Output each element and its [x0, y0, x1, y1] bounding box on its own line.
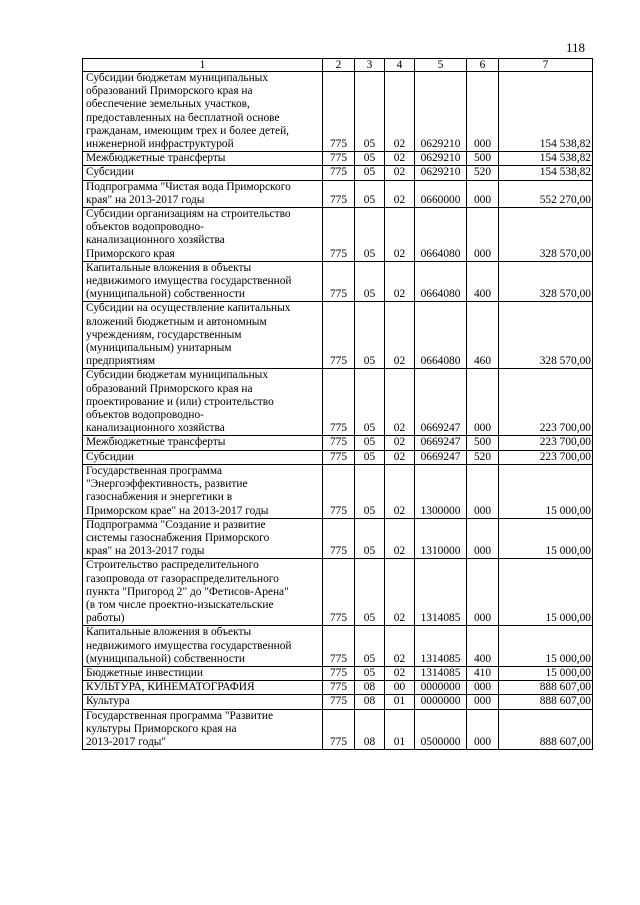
- row-code-gr: 775: [323, 450, 355, 464]
- row-amount: 154 538,82: [499, 166, 593, 180]
- header-cell: 1: [83, 59, 323, 72]
- row-code-rz: 05: [355, 450, 385, 464]
- row-amount: 888 607,00: [499, 709, 593, 750]
- header-cell: 2: [323, 59, 355, 72]
- table-row: [83, 261, 593, 302]
- row-amount: 154 538,82: [499, 72, 593, 152]
- row-code-vr: 520: [467, 450, 499, 464]
- table-row: [83, 559, 593, 626]
- row-code-gr: 775: [323, 695, 355, 709]
- row-code-vr: 000: [467, 695, 499, 709]
- table-row: [83, 180, 593, 207]
- row-code-pr: 02: [385, 166, 415, 180]
- row-amount: 328 570,00: [499, 302, 593, 369]
- row-code-pr: 01: [385, 695, 415, 709]
- row-name: Субсидии бюджетам муниципальных образований Приморского края на обеспечение земельных участков, предоставленных на бесплатной основе гражданам, имеющим трех и более детей, инженерной инфраструктурой: [83, 72, 323, 152]
- row-code-pr: 02: [385, 369, 415, 436]
- table-row: [83, 72, 593, 152]
- page-number: 118: [566, 40, 586, 55]
- row-amount: 328 570,00: [499, 261, 593, 302]
- table-row: [83, 166, 593, 180]
- budget-table-body: [83, 59, 593, 750]
- row-code-vr: 410: [467, 666, 499, 680]
- row-code-csr: 1314085: [415, 666, 467, 680]
- row-name: Государственная программа "Энергоэффективность, развитие газоснабжения и энергетики в Приморском крае" на 2013-2017 годы: [83, 464, 323, 518]
- row-code-vr: 000: [467, 369, 499, 436]
- table-row: [83, 666, 593, 680]
- row-amount: 888 607,00: [499, 695, 593, 709]
- header-cell: 3: [355, 59, 385, 72]
- row-code-pr: 02: [385, 626, 415, 667]
- row-name: Подпрограмма "Чистая вода Приморского края" на 2013-2017 годы: [83, 180, 323, 207]
- row-code-csr: 0669247: [415, 369, 467, 436]
- row-name: Субсидии на осуществление капитальных вложений бюджетным и автономным учреждениям, государственным (муниципальным) унитарным предприятиям: [83, 302, 323, 369]
- row-code-pr: 02: [385, 518, 415, 559]
- row-code-vr: 000: [467, 464, 499, 518]
- row-code-gr: 775: [323, 559, 355, 626]
- row-code-rz: 08: [355, 695, 385, 709]
- row-code-rz: 05: [355, 436, 385, 450]
- row-name: Субсидии: [83, 450, 323, 464]
- row-name: Субсидии организациям на строительство объектов водопроводно- канализационного хозяйства Приморского края: [83, 208, 323, 262]
- row-code-csr: 0629210: [415, 166, 467, 180]
- row-code-rz: 08: [355, 709, 385, 750]
- header-cell: 5: [415, 59, 467, 72]
- row-code-pr: 02: [385, 450, 415, 464]
- table-row: [83, 695, 593, 709]
- row-code-gr: 775: [323, 152, 355, 166]
- row-code-vr: 000: [467, 681, 499, 695]
- row-code-csr: 1310000: [415, 518, 467, 559]
- row-code-csr: 0669247: [415, 450, 467, 464]
- row-code-csr: 0000000: [415, 681, 467, 695]
- row-amount: 154 538,82: [499, 152, 593, 166]
- row-code-csr: 1300000: [415, 464, 467, 518]
- row-amount: 888 607,00: [499, 681, 593, 695]
- row-code-csr: 1314085: [415, 559, 467, 626]
- row-name: Межбюджетные трансферты: [83, 152, 323, 166]
- table-row: [83, 626, 593, 667]
- row-code-vr: 460: [467, 302, 499, 369]
- row-code-csr: 0664080: [415, 261, 467, 302]
- row-code-pr: 02: [385, 436, 415, 450]
- row-code-pr: 02: [385, 180, 415, 207]
- row-code-vr: 000: [467, 72, 499, 152]
- row-name: Подпрограмма "Создание и развитие системы газоснабжения Приморского края" на 2013-2017 годы: [83, 518, 323, 559]
- row-code-csr: 0664080: [415, 208, 467, 262]
- row-amount: 15 000,00: [499, 559, 593, 626]
- row-code-rz: 05: [355, 464, 385, 518]
- table-row: [83, 709, 593, 750]
- header-cell: 4: [385, 59, 415, 72]
- row-amount: 328 570,00: [499, 208, 593, 262]
- row-code-csr: 0500000: [415, 709, 467, 750]
- row-code-rz: 05: [355, 72, 385, 152]
- row-amount: 15 000,00: [499, 666, 593, 680]
- header-cell: 6: [467, 59, 499, 72]
- row-amount: 223 700,00: [499, 450, 593, 464]
- row-code-rz: 05: [355, 518, 385, 559]
- row-code-gr: 775: [323, 464, 355, 518]
- row-code-csr: 0629210: [415, 152, 467, 166]
- row-code-pr: 02: [385, 559, 415, 626]
- row-name: КУЛЬТУРА, КИНЕМАТОГРАФИЯ: [83, 681, 323, 695]
- table-row: [83, 369, 593, 436]
- table-row: [83, 152, 593, 166]
- row-code-gr: 775: [323, 709, 355, 750]
- row-code-rz: 05: [355, 626, 385, 667]
- row-code-vr: 500: [467, 152, 499, 166]
- row-code-rz: 05: [355, 180, 385, 207]
- row-code-gr: 775: [323, 369, 355, 436]
- row-code-pr: 01: [385, 709, 415, 750]
- header-cell: 7: [499, 59, 593, 72]
- row-code-rz: 05: [355, 302, 385, 369]
- row-code-vr: 520: [467, 166, 499, 180]
- row-code-csr: 1314085: [415, 626, 467, 667]
- row-code-pr: 02: [385, 208, 415, 262]
- row-name: Субсидии бюджетам муниципальных образований Приморского края на проектирование и (или) строительство объектов водопроводно- канализационного хозяйства: [83, 369, 323, 436]
- row-name: Государственная программа "Развитие культуры Приморского края на 2013-2017 годы": [83, 709, 323, 750]
- row-code-gr: 775: [323, 302, 355, 369]
- row-code-pr: 02: [385, 302, 415, 369]
- row-code-gr: 775: [323, 180, 355, 207]
- row-code-gr: 775: [323, 681, 355, 695]
- row-code-pr: 02: [385, 464, 415, 518]
- row-name: Строительство распределительного газопровода от газораспределительного пункта "Пригород 2" до "Фетисов-Арена" (в том числе проектно-изыскательские работы): [83, 559, 323, 626]
- row-code-vr: 000: [467, 518, 499, 559]
- row-code-vr: 000: [467, 208, 499, 262]
- row-code-rz: 08: [355, 681, 385, 695]
- row-code-csr: 0669247: [415, 436, 467, 450]
- row-code-rz: 05: [355, 208, 385, 262]
- row-amount: 15 000,00: [499, 518, 593, 559]
- row-code-rz: 05: [355, 369, 385, 436]
- row-code-rz: 05: [355, 559, 385, 626]
- row-code-gr: 775: [323, 208, 355, 262]
- row-amount: 223 700,00: [499, 436, 593, 450]
- header-row: [83, 59, 593, 72]
- row-code-csr: 0664080: [415, 302, 467, 369]
- row-name: Капитальные вложения в объекты недвижимого имущества государственной (муниципальной) собственности: [83, 261, 323, 302]
- row-code-gr: 775: [323, 436, 355, 450]
- row-code-pr: 02: [385, 152, 415, 166]
- row-code-gr: 775: [323, 518, 355, 559]
- row-amount: 552 270,00: [499, 180, 593, 207]
- row-code-pr: 02: [385, 666, 415, 680]
- row-code-csr: 0000000: [415, 695, 467, 709]
- row-amount: 15 000,00: [499, 464, 593, 518]
- table-row: [83, 464, 593, 518]
- table-row: [83, 208, 593, 262]
- row-code-gr: 775: [323, 666, 355, 680]
- row-code-rz: 05: [355, 261, 385, 302]
- row-code-rz: 05: [355, 152, 385, 166]
- row-code-vr: 000: [467, 180, 499, 207]
- row-code-rz: 05: [355, 666, 385, 680]
- row-code-pr: 00: [385, 681, 415, 695]
- row-code-csr: 0660000: [415, 180, 467, 207]
- row-code-pr: 02: [385, 72, 415, 152]
- row-code-vr: 000: [467, 709, 499, 750]
- table-row: [83, 681, 593, 695]
- row-name: Субсидии: [83, 166, 323, 180]
- row-amount: 15 000,00: [499, 626, 593, 667]
- row-code-csr: 0629210: [415, 72, 467, 152]
- row-amount: 223 700,00: [499, 369, 593, 436]
- row-code-rz: 05: [355, 166, 385, 180]
- row-code-gr: 775: [323, 72, 355, 152]
- row-code-pr: 02: [385, 261, 415, 302]
- row-code-vr: 500: [467, 436, 499, 450]
- row-name: Капитальные вложения в объекты недвижимого имущества государственной (муниципальной) собственности: [83, 626, 323, 667]
- row-code-gr: 775: [323, 626, 355, 667]
- row-code-vr: 400: [467, 261, 499, 302]
- table-row: [83, 518, 593, 559]
- row-name: Культура: [83, 695, 323, 709]
- row-code-vr: 400: [467, 626, 499, 667]
- row-name: Межбюджетные трансферты: [83, 436, 323, 450]
- row-code-gr: 775: [323, 166, 355, 180]
- table-row: [83, 436, 593, 450]
- row-code-vr: 000: [467, 559, 499, 626]
- budget-table: [82, 58, 593, 750]
- table-row: [83, 302, 593, 369]
- row-name: Бюджетные инвестиции: [83, 666, 323, 680]
- table-row: [83, 450, 593, 464]
- row-code-gr: 775: [323, 261, 355, 302]
